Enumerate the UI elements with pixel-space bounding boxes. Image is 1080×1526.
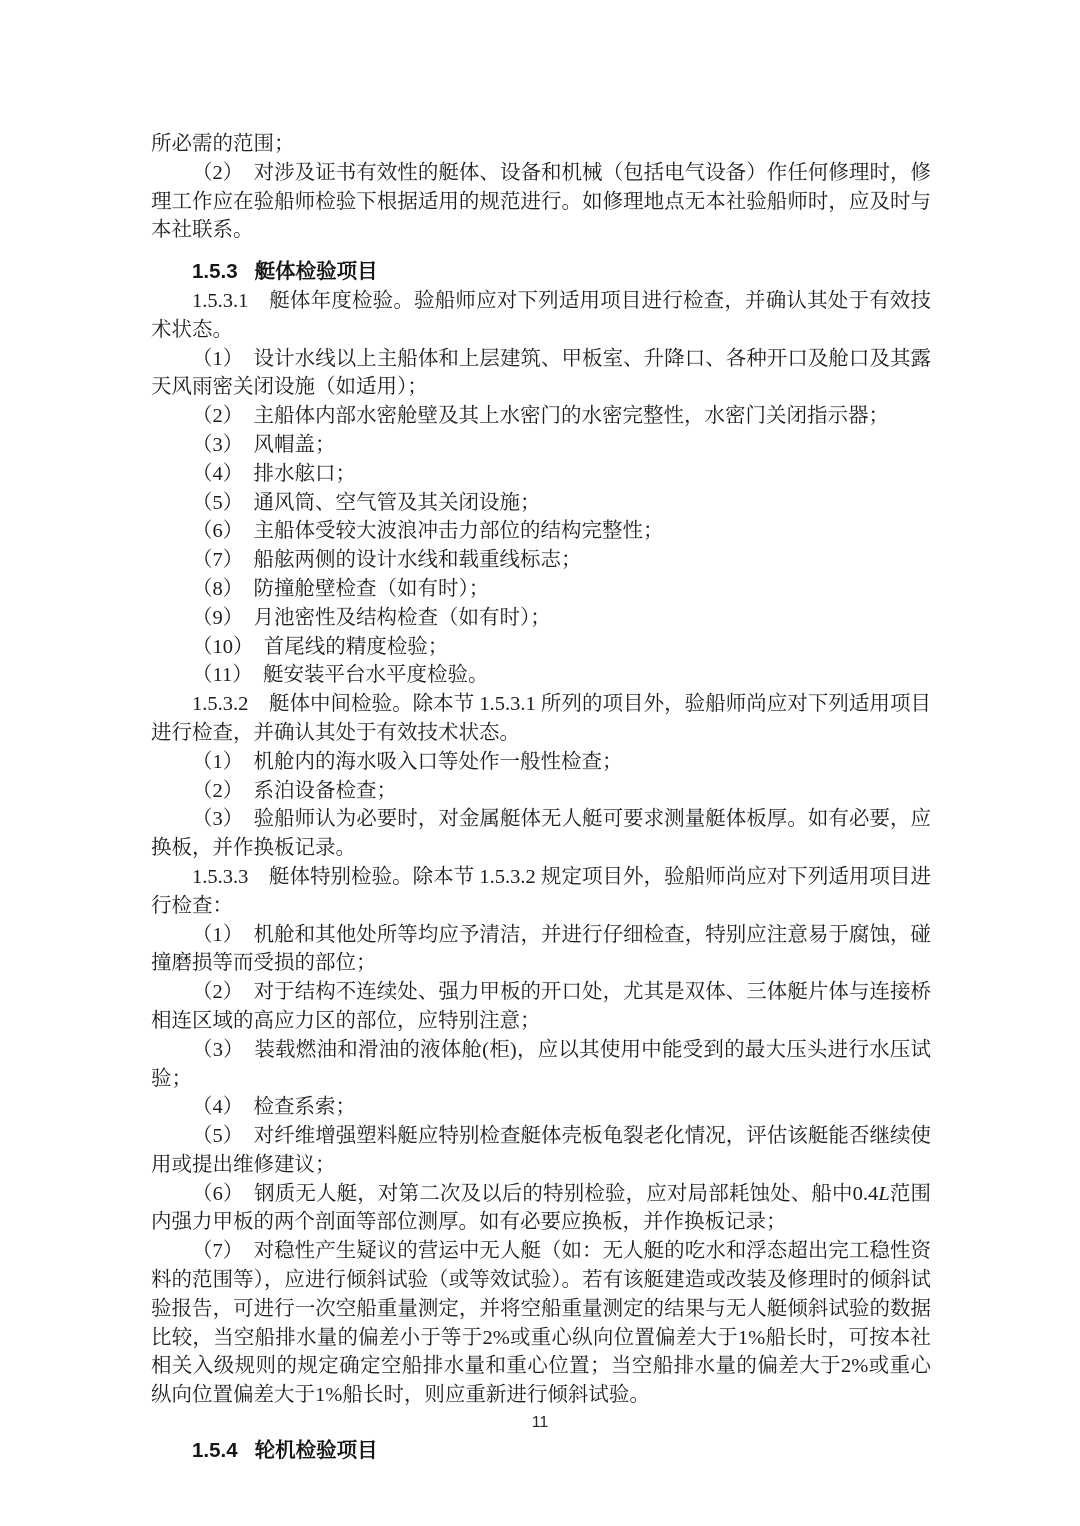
paragraph: （9） 月池密性及结构检查（如有时）； bbox=[192, 606, 551, 629]
paragraph: （7） 对稳性产生疑议的营运中无人艇（如：无人艇的吃水和浮态超出完工稳性资料的范围等），应进行倾斜试验（或等效试验）。若有该艇建造或改装及修理时的倾斜试验报告，可进行一次空船重量测定，并将空船重量测定的结果与无人艇倾斜试验的数据比较，当空船排水量的偏差小于等于2%或重心纵向位置偏差大于1%船长时，可按本社相关入级规则的规定确定空船排水量和重心位置；当空船排水量的偏差大于2%或重心纵向位置偏差大于1%船长时，则应重新进行倾斜试验。 bbox=[151, 1240, 931, 1407]
text-segment: 范围内强力甲板的两个剖面等部位测厚。如有必要应换板，并作换板记录； bbox=[151, 1182, 932, 1234]
paragraph: （2） 对涉及证书有效性的艇体、设备和机械（包括电气设备）作任何修理时，修理工作应在验船师检验下根据适用的规范进行。如修理地点无本社验船师时，应及时与本社联系。 bbox=[151, 161, 931, 242]
paragraph: （2） 对于结构不连续处、强力甲板的开口处，尤其是双体、三体艇片体与连接桥相连区域的高应力区的部位，应特别注意； bbox=[151, 981, 931, 1032]
paragraph: （5） 对纤维增强塑料艇应特别检查艇体壳板龟裂老化情况，评估该艇能否继续使用或提出维修建议； bbox=[151, 1125, 931, 1176]
italic-symbol: L bbox=[878, 1182, 890, 1205]
paragraph: （2） 系泊设备检查； bbox=[192, 779, 397, 802]
heading-title: 轮机检验项目 bbox=[254, 1439, 378, 1463]
paragraph: （3） 验船师认为必要时，对金属艇体无人艇可要求测量艇体板厚。如有必要，应换板，并作换板记录。 bbox=[151, 808, 931, 860]
paragraph: 1.5.3.2 艇体中间检验。除本节 1.5.3.1 所列的项目外，验船师尚应对下列适用项目进行检查，并确认其处于有效技术状态。 bbox=[151, 693, 931, 744]
section-heading bbox=[151, 1437, 931, 1466]
paragraph: （2） 主船体内部水密舱壁及其上水密门的水密完整性，水密门关闭指示器； bbox=[192, 405, 889, 428]
paragraph: （1） 机舱内的海水吸入口等处作一般性检查； bbox=[192, 750, 623, 773]
paragraph: （1） 机舱和其他处所等均应予清洁，并进行仔细检查，特别应注意易于腐蚀，碰撞磨损等而受损的部位； bbox=[151, 923, 931, 975]
paragraph: （3） 装载燃油和滑油的液体舱(柜)，应以其使用中能受到的最大压头进行水压试验； bbox=[151, 1038, 931, 1090]
paragraph: 1.5.3.1 艇体年度检验。验船师应对下列适用项目进行检查，并确认其处于有效技术状态。 bbox=[151, 289, 931, 341]
text-segment: （6） 钢质无人艇，对第二次及以后的特别检验，应对局部耗蚀处、船中0.4 bbox=[192, 1182, 879, 1205]
paragraph: （1） 设计水线以上主船体和上层建筑、甲板室、升降口、各种开口及舱口及其露天风雨密关闭设施（如适用）； bbox=[151, 347, 931, 399]
paragraph: （6） 主船体受较大波浪冲击力部位的结构完整性； bbox=[192, 520, 664, 543]
heading-number: 1.5.4 bbox=[192, 1439, 238, 1463]
paragraph: （7） 船舷两侧的设计水线和载重线标志； bbox=[192, 549, 582, 572]
paragraph: （11） 艇安装平台水平度检验。 bbox=[192, 664, 489, 687]
paragraph bbox=[151, 1180, 931, 1238]
section-heading bbox=[151, 258, 931, 287]
heading-number: 1.5.3 bbox=[192, 260, 238, 284]
paragraph: （4） 检查系索； bbox=[192, 1096, 356, 1119]
page-number: 11 bbox=[531, 1414, 549, 1431]
paragraph: （3） 风帽盖； bbox=[192, 433, 336, 456]
paragraph: （4） 排水舷口； bbox=[192, 462, 356, 485]
paragraph: 1.5.3.3 艇体特别检验。除本节 1.5.3.2 规定项目外，验船师尚应对下列适用项目进行检查： bbox=[151, 865, 931, 917]
heading-title: 艇体检验项目 bbox=[254, 260, 378, 284]
paragraph: （8） 防撞舱壁检查（如有时）； bbox=[192, 577, 490, 600]
paragraph: （5） 通风筒、空气管及其关闭设施； bbox=[192, 491, 541, 514]
paragraph: 所必需的范围； bbox=[151, 133, 295, 155]
doc-content bbox=[151, 130, 931, 1466]
paragraph: （10） 首尾线的精度检验； bbox=[192, 635, 449, 658]
